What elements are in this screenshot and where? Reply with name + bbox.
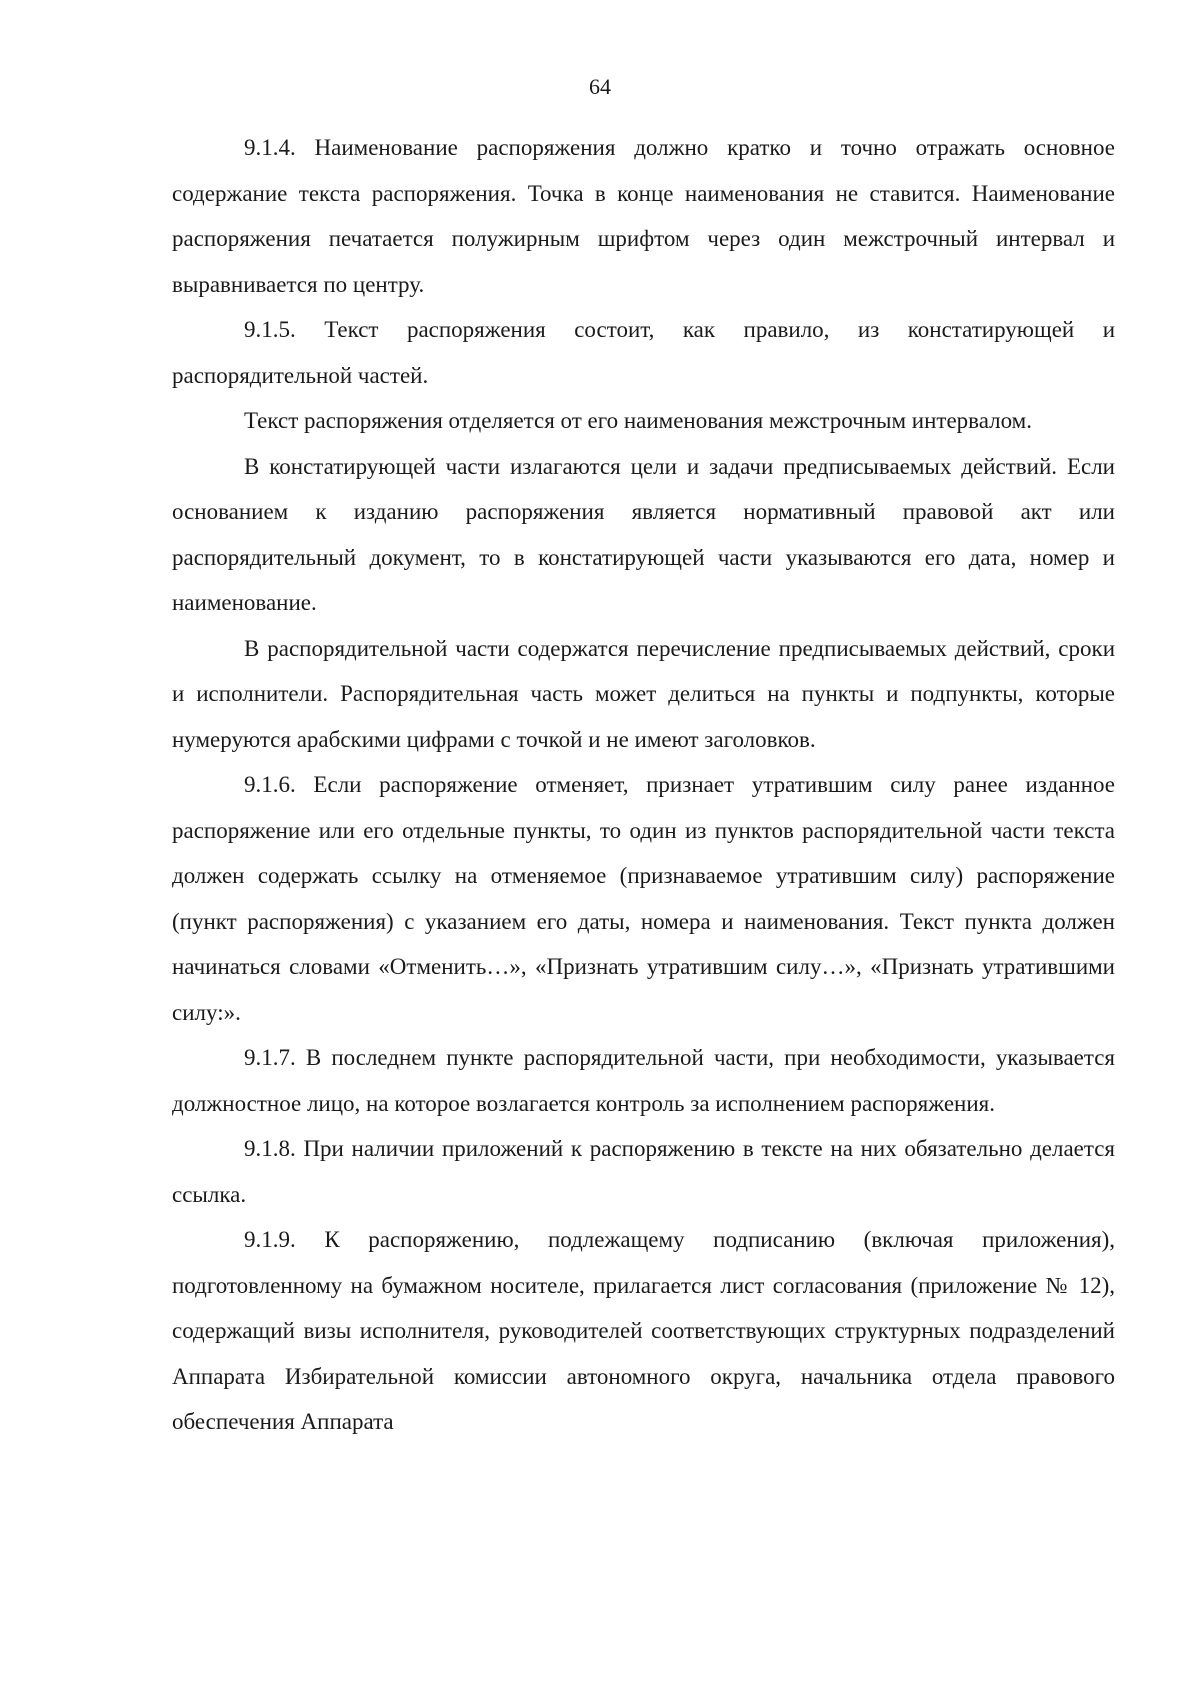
paragraph-9-1-5: 9.1.5. Текст распоряжения состоит, как правило, из констатирующей и распорядительной частей. (172, 317, 1115, 388)
paragraph-9-1-9: 9.1.9. К распоряжению, подлежащему подписанию (включая приложения), подготовленному на бумажном носителе, прилагается лист согласования (приложение № 12), содержащий визы исполнителя, руководителей соответствующих структурных подразделений Аппарата Избирательной комиссии автономного округа, начальника отдела правового обеспечения Аппарата (172, 1227, 1115, 1434)
paragraph-9-1-6: 9.1.6. Если распоряжение отменяет, признает утратившим силу ранее изданное распоряжение или его отдельные пункты, то один из пунктов распорядительной части текста должен содержать ссылку на отменяемое (признаваемое утратившим силу) распоряжение (пункт распоряжения) с указанием его даты, номера и наименования. Текст пункта должен начинаться словами «Отменить…», «Признать утратившим силу…», «Признать утратившими силу:». (172, 772, 1115, 1025)
page-number: 64 (589, 74, 611, 99)
paragraph-9-1-7: 9.1.7. В последнем пункте распорядительной части, при необходимости, указывается должностное лицо, на которое возлагается контроль за исполнением распоряжения. (172, 1045, 1115, 1116)
paragraph-text-separation: Текст распоряжения отделяется от его наименования межстрочным интервалом. (244, 408, 1032, 433)
paragraph-administrative-part: В распорядительной части содержатся перечисление предписываемых действий, сроки и исполнители. Распорядительная часть может делиться на пункты и подпункты, которые нумеруются арабскими цифрами с точкой и не имеют заголовков. (172, 635, 1115, 752)
paragraph-9-1-8: 9.1.8. При наличии приложений к распоряжению в тексте на них обязательно делается ссылка. (172, 1136, 1115, 1207)
paragraph-9-1-4: 9.1.4. Наименование распоряжения должно кратко и точно отражать основное содержание текста распоряжения. Точка в конце наименования не ставится. Наименование распоряжения печатается полужирным шрифтом через один межстрочный интервал и выравнивается по центру. (172, 135, 1115, 297)
paragraph-stating-part: В констатирующей части излагаются цели и задачи предписываемых действий. Если основанием к изданию распоряжения является нормативный правовой акт или распорядительный документ, то в констатирующей части указываются его дата, номер и наименование. (172, 453, 1115, 615)
document-body (172, 125, 1115, 1445)
